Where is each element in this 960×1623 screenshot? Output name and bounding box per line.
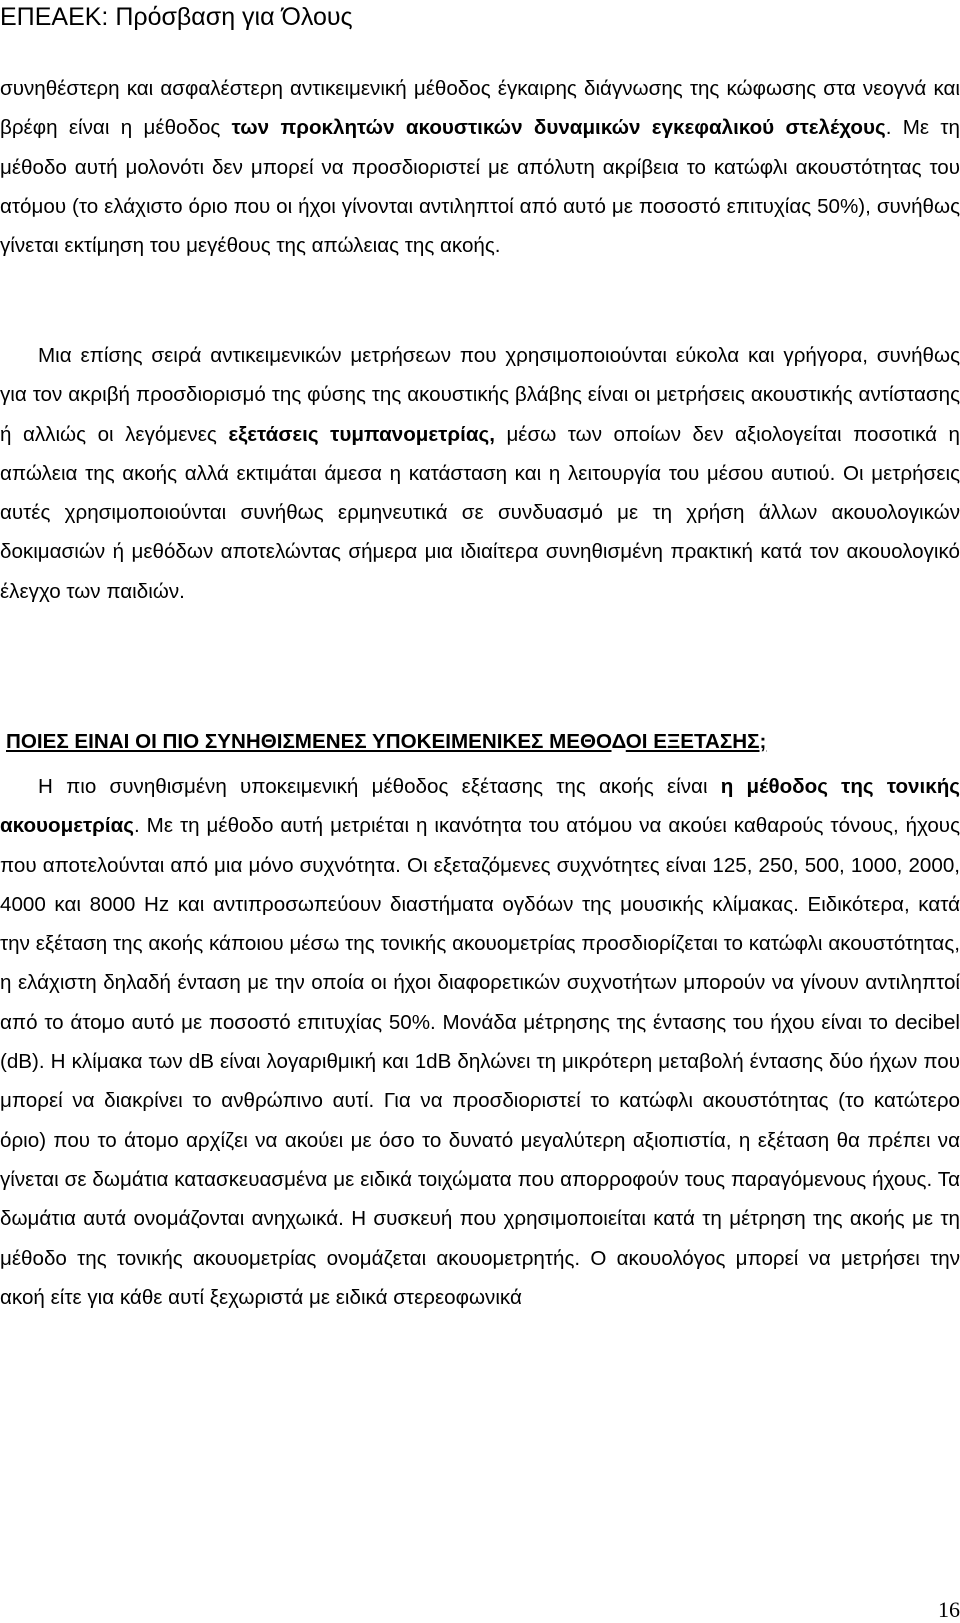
paragraph-text: . Με τη μέθοδο αυτή μετριέται η ικανότητα του ατόμου να ακούει καθαρούς τόνους, ήχους που αποτελούνται από μια μόνο συχνότητα. Οι εξεταζόμενες συχνότητες είναι 125, 250, 500, 1000, 2000, 4000 και 8000 Hz και αντιπροσωπεύουν διαστήματα ογδόων της μουσικής κλίμακας. Ειδικότερα, κατά την εξέταση της ακοής κάποιου μέσω της τονικής ακουομετρίας προσδιορίζεται το κατώφλι ακουστότητας, η ελάχιστη δηλαδή ένταση με την οποία οι ήχοι διαφορετικών συχνοτήτων μπορούν να γίνουν αντιληπτοί από το άτομο αυτό με ποσοστό επιτυχίας 50%. Μονάδα μέτρησης της έντασης του ήχου είναι το decibel (dB). Η κλίμακα των dB είναι λογαριθμική και 1dB δηλώνει τη μικρότερη μεταβολή έντασης δύο ήχων που μπορεί να διακρίνει το ανθρώπινο αυτί. Για να προσδιοριστεί το κατώφλι ακουστότητας (το κατώτερο όριο) που το άτομο αρχίζει να ακούει με όσο το δυνατό μεγαλύτερη αξιοπιστία, η εξέταση θα πρέπει να γίνεται σε δωμάτια κατασκευασμένα με ειδικά τοιχώματα που απορροφούν τους παραγόμενους ήχους. Τα δωμάτια αυτά ονομάζονται ανηχωικά. Η συσκευή που χρησιμοποιείται κατά τη μέτρηση της ακοής με τη μέθοδο της τονικής ακουομετρίας ονομάζεται ακουομετρητής. Ο ακουολόγος μπορεί να μετρήσει την ακοή είτε για κάθε αυτί ξεχωριστά με ειδικά στερεοφωνικά [0, 814, 960, 1309]
page-number: 16 [938, 1597, 960, 1622]
paragraph-text: συνηθέστερη και ασφαλέστερη αντικειμενική μέθοδος έγκαιρης διάγνωσης της κώφωσης στα νεογνά και βρέφη είναι η μέθοδος [0, 77, 960, 140]
bold-term: των προκλητών ακουστικών δυναμικών εγκεφαλικού στελέχους [231, 116, 886, 140]
bold-term: εξετάσεις τυμπανομετρίας, [228, 422, 495, 446]
heading-text: ΟΙ ΕΞΕΤΑΣΗΣ; [625, 730, 767, 753]
paragraph-text: . Με τη μέθοδο αυτή μολονότι δεν μπορεί να προσδιοριστεί με απόλυτη ακρίβεια το κατώφλι ακουστότητας του ατόμου (το ελάχιστο όριο που οι ήχοι γίνονται αντιληπτοί από αυτό με ποσοστό επιτυχίας 50%), συνήθως γίνεται εκτίμηση του μεγέθους της απώλειας της ακοής. [0, 116, 960, 258]
paragraph-text: μέσω των οποίων δεν αξιολογείται ποσοτικά η απώλεια της ακοής αλλά εκτιμάται άμεσα η κατάσταση και η λειτουργία του μέσου αυτιού. Οι μετρήσεις αυτές χρησιμοποιούνται συνήθως ερμηνευτικά σε συνδυασμό με τη χρήση άλλων ακουολογικών δοκιμασιών ή μεθόδων αποτελώντας σήμερα μια ιδιαίτερα συνηθισμένη πρακτική κατά τον ακουολογικό έλεγχο των παιδιών. [0, 422, 960, 603]
section-heading [6, 727, 766, 757]
paragraph-tonal-audiometry [0, 767, 960, 1317]
bold-term: η μέθοδος της τονικής ακουομετρίας [0, 775, 960, 838]
paragraph-tympanometry [0, 336, 960, 611]
paragraph-text: Η πιο συνηθισμένη υποκειμενική μέθοδος εξέτασης της ακοής είναι [38, 775, 721, 798]
heading-letter: Δ [611, 730, 626, 753]
page-header: ΕΠΕΑΕΚ: Πρόσβαση για Όλους [0, 3, 353, 31]
paragraph-brainstem-responses [0, 69, 960, 265]
heading-text: ΠΟΙΕΣ ΕΙΝΑΙ ΟΙ ΠΙΟ ΣΥΝΗΘΙΣΜΕΝΕΣ ΥΠΟΚΕΙΜΕΝΙΚΕΣ ΜΕΘΟ [6, 730, 612, 753]
paragraph-text: Μια επίσης σειρά αντικειμενικών μετρήσεων που χρησιμοποιούνται εύκολα και γρήγορα, συνήθως για τον ακριβή προσδιορισμό της φύσης της ακουστικής βλάβης είναι οι μετρήσεις ακουστικής αντίστασης ή αλλιώς οι λεγόμενες [0, 344, 960, 446]
